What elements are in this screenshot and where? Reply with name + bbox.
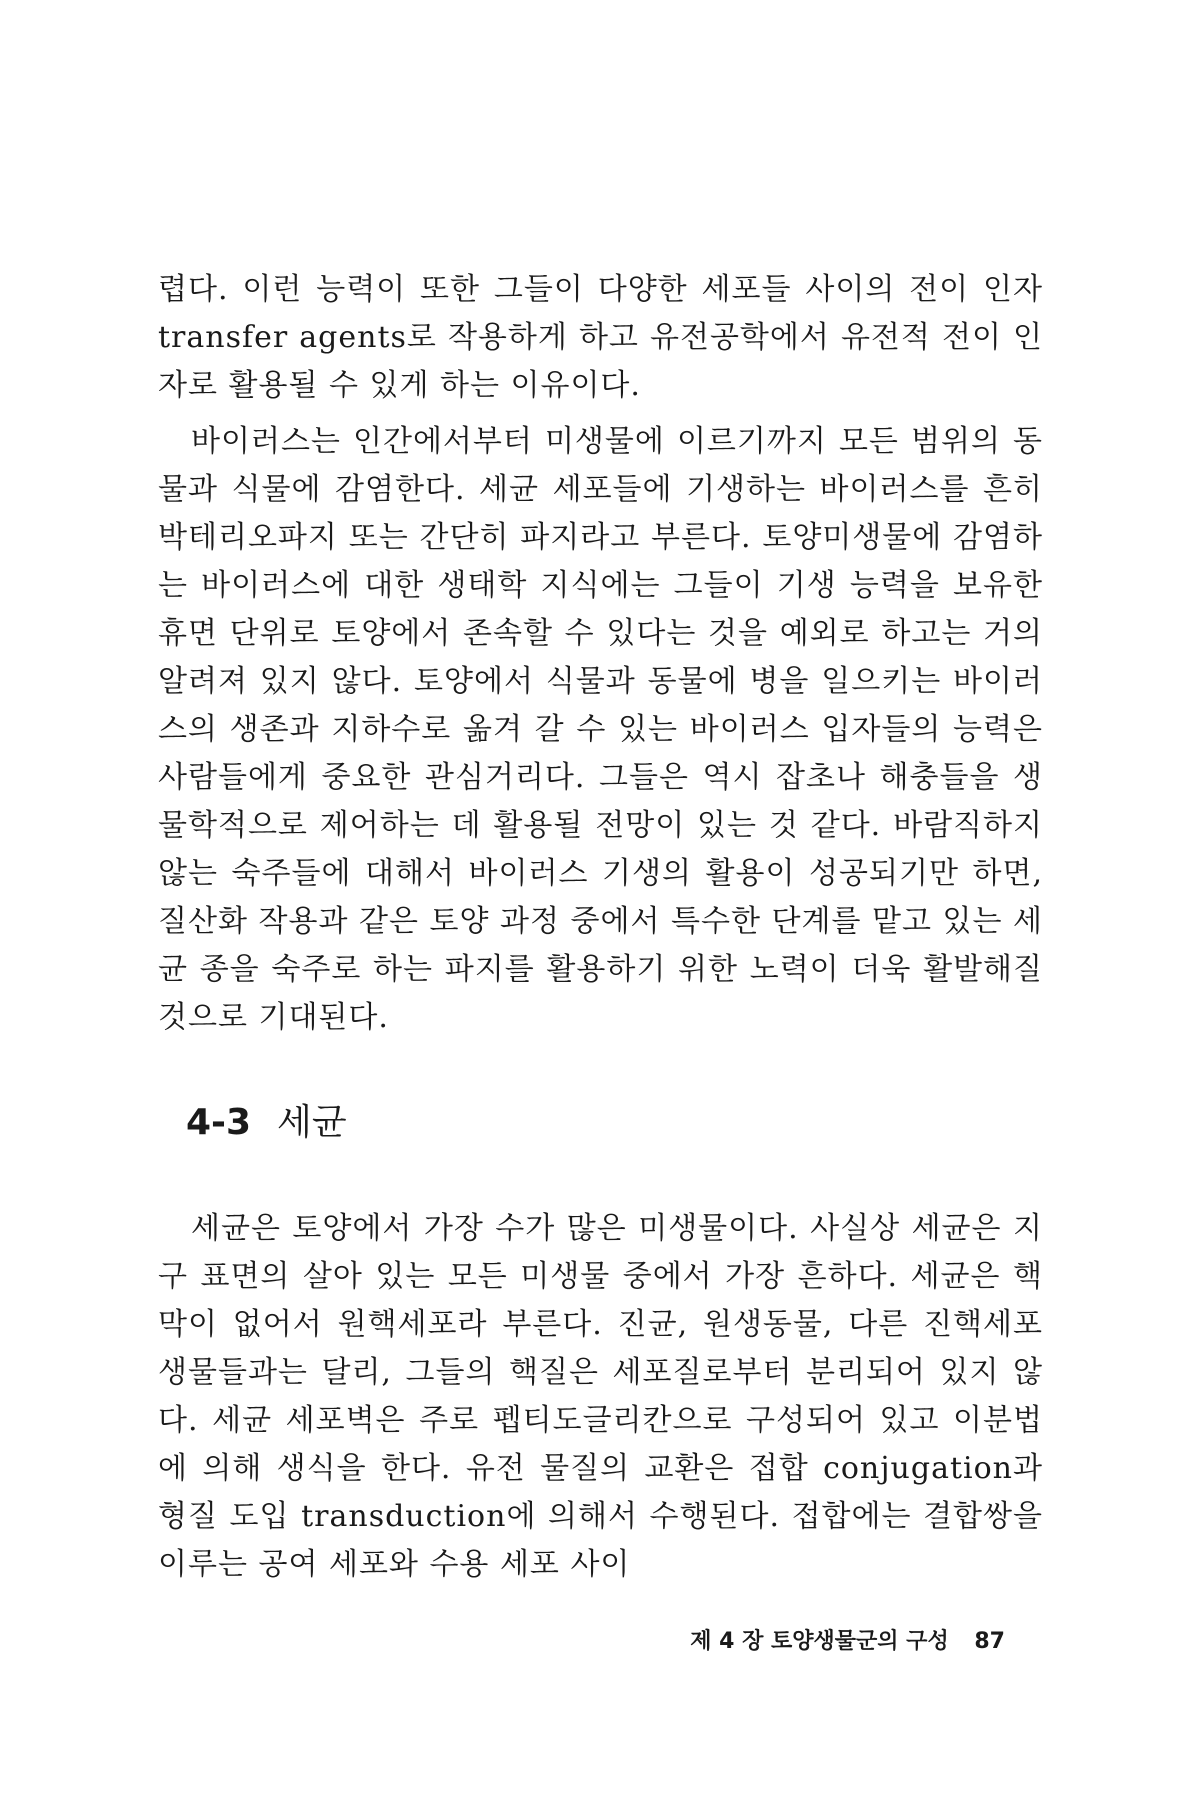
section-title: 세균: [277, 1102, 347, 1143]
body-text-bottom: [158, 1205, 1043, 1589]
section-number: 4-3: [186, 1102, 252, 1143]
chapter-label: 제 4 장: [690, 1629, 764, 1654]
running-footer: [600, 1624, 1005, 1655]
paragraph-viruses: 바이러스는 인간에서부터 미생물에 이르기까지 모든 범위의 동물과 식물에 감염한다. 세균 세포들에 기생하는 바이러스를 흔히 박테리오파지 또는 간단히 파지라고 부른다. 토양미생물에 감염하는 바이러스에 대한 생태학 지식에는 그들이 기생 능력을 보유한 휴면 단위로 토양에서 존속할 수 있다는 것을 예외로 하고는 거의 알려져 있지 않다. 토양에서 식물과 동물에 병을 일으키는 바이러스의 생존과 지하수로 옮겨 갈 수 있는 바이러스 입자들의 능력은 사람들에게 중요한 관심거리다. 그들은 역시 잡초나 해충들을 생물학적으로 제어하는 데 활용될 전망이 있는 것 같다. 바람직하지 않는 숙주들에 대해서 바이러스 기생의 활용이 성공되기만 하면, 질산화 작용과 같은 토양 과정 중에서 특수한 단계를 맡고 있는 세균 종을 숙주로 하는 파지를 활용하기 위한 노력이 더욱 활발해질 것으로 기대된다.: [158, 424, 1043, 1035]
page-number: 87: [974, 1629, 1005, 1654]
paragraph-continuation: 렵다. 이런 능력이 또한 그들이 다양한 세포들 사이의 전이 인자 transfer agents로 작용하게 하고 유전공학에서 유전적 전이 인자로 활용될 수 있게 하는 이유이다.: [158, 272, 1043, 403]
chapter-title: 토양생물군의 구성: [771, 1629, 949, 1654]
body-text-top: [158, 266, 1043, 1042]
section-heading: [186, 1094, 347, 1145]
paragraph-bacteria: 세균은 토양에서 가장 수가 많은 미생물이다. 사실상 세균은 지구 표면의 살아 있는 모든 미생물 중에서 가장 흔하다. 세균은 핵막이 없어서 원핵세포라 부른다. 진균, 원생동물, 다른 진핵세포 생물들과는 달리, 그들의 핵질은 세포질로부터 분리되어 있지 않다. 세균 세포벽은 주로 펩티도글리칸으로 구성되어 있고 이분법에 의해 생식을 한다. 유전 물질의 교환은 접합 conjugation과 형질 도입 transduction에 의해서 수행된다. 접합에는 결합쌍을 이루는 공여 세포와 수용 세포 사이: [158, 1211, 1043, 1582]
